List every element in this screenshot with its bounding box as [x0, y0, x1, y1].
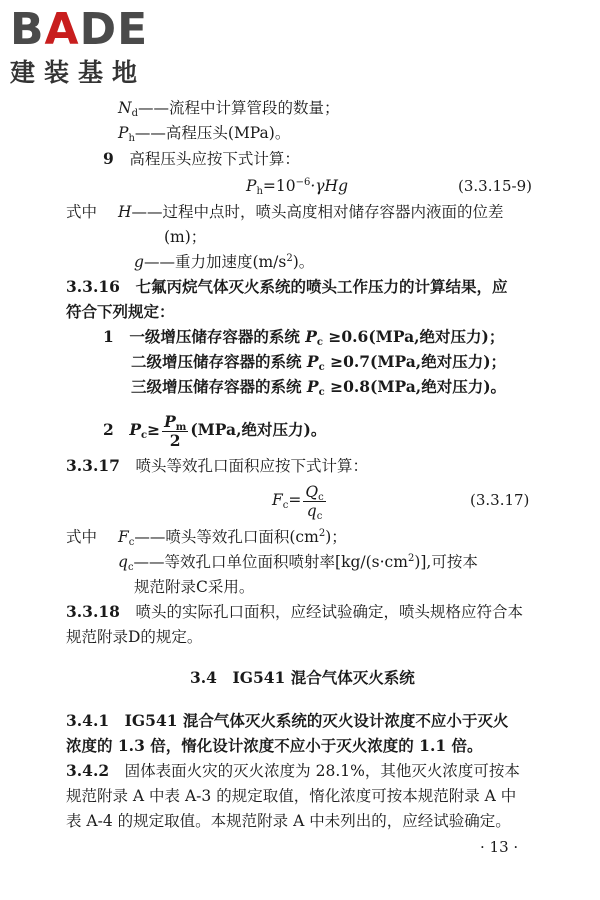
definition-h: H——过程中点时，喷头高度相对储存容器内液面的位差 — [118, 203, 504, 221]
section-3-4-2-line3: 表 A-4 的规定取值。本规范附录 A 中未列出的，应经试验确定。 — [66, 812, 511, 830]
section-3-3-18-line2: 规范附录D的规定。 — [66, 628, 203, 646]
bade-logo — [10, 4, 180, 90]
definition-g: g——重力加速度$(m/s^2)$。 — [134, 253, 315, 271]
logo-wordmark: BADE — [10, 4, 149, 55]
where-label-2: 式中 — [66, 528, 98, 546]
logo-chinese-text: 建装基地 — [10, 58, 147, 87]
equation-fc: $F_c=$ $\frac{Q_c}{q_c}$ — [272, 482, 324, 522]
definition-nd: $N_d——$流程中计算管段的数量； — [118, 99, 340, 119]
definition-ph: $P_h——$高程压头(MPa)。 — [118, 124, 291, 144]
definition-qc-line2: 规范附录C采用。 — [134, 578, 255, 596]
section-3-4-title: 3.4 IG541 混合气体灭火系统 — [190, 668, 415, 687]
equation-number-2: (3.3.17) — [470, 491, 530, 509]
definition-fc: $F_c——$喷头等效孔口面积$(cm^2)$； — [118, 528, 347, 548]
section-3-4-1-line2: 浓度的 1.3 倍，惰化设计浓度不应小于灭火浓度的 1.1 倍。 — [66, 736, 483, 755]
section-3-3-16-line1: 3.3.16 七氟丙烷气体灭火系统的喷头工作压力的计算结果，应 — [66, 277, 508, 296]
fraction-pm-over-2: $\frac{P_m}{2}$ — [164, 411, 187, 450]
section-3-3-16-line2: 符合下列规定： — [66, 302, 175, 321]
definition-qc: $q_c——$等效孔口单位面积喷射率$[kg/(s\cdot cm^2)]$,可按本 — [118, 553, 478, 573]
section-3-3-16-item-1-level-2: 二级增压储存容器的系统 $P_c \ge 0.7(MPa$,绝对压力)； — [131, 352, 507, 373]
equation-number-1: (3.3.15-9) — [458, 177, 533, 195]
section-3-4-1-line1: 3.4.1 IG541 混合气体灭火系统的灭火设计浓度不应小于灭火 — [66, 711, 509, 730]
section-3-3-16-item-1: 1 一级增压储存容器的系统 $P_c \ge 0.6(MPa$,绝对压力)； — [103, 327, 505, 348]
section-3-4-2-line1: 3.4.2 固体表面火灾的灭火浓度为 28.1%，其他灭火浓度可按本 — [66, 761, 520, 780]
section-3-3-18-line1: 3.3.18 喷头的实际孔口面积，应经试验确定，喷头规格应符合本 — [66, 602, 523, 621]
definition-h-unit: (m)； — [164, 228, 207, 246]
page-number: · 13 · — [480, 838, 519, 856]
section-3-3-17-heading: 3.3.17 喷头等效孔口面积应按下式计算： — [66, 456, 368, 475]
section-3-3-16-item-2: 2 $P_c\ge$ $\frac{P_m}{2}$ (MPa,绝对压力)。 — [103, 411, 327, 450]
equation-ph: $P_h=10^{-6}\cdot\gamma Hg$ — [246, 177, 348, 197]
section-3-4-2-line2: 规范附录 A 中表 A-3 的规定取值，惰化浓度可按本规范附录 A 中 — [66, 787, 517, 805]
fraction-qc-over-qc: $\frac{Q_c}{q_c}$ — [305, 482, 324, 522]
section-3-3-16-item-1-level-3: 三级增压储存容器的系统 $P_c \ge 0.8(MPa$,绝对压力)。 — [131, 377, 507, 398]
item-9: 9 高程压头应按下式计算： — [103, 149, 300, 168]
where-label-1: 式中 — [66, 203, 98, 221]
